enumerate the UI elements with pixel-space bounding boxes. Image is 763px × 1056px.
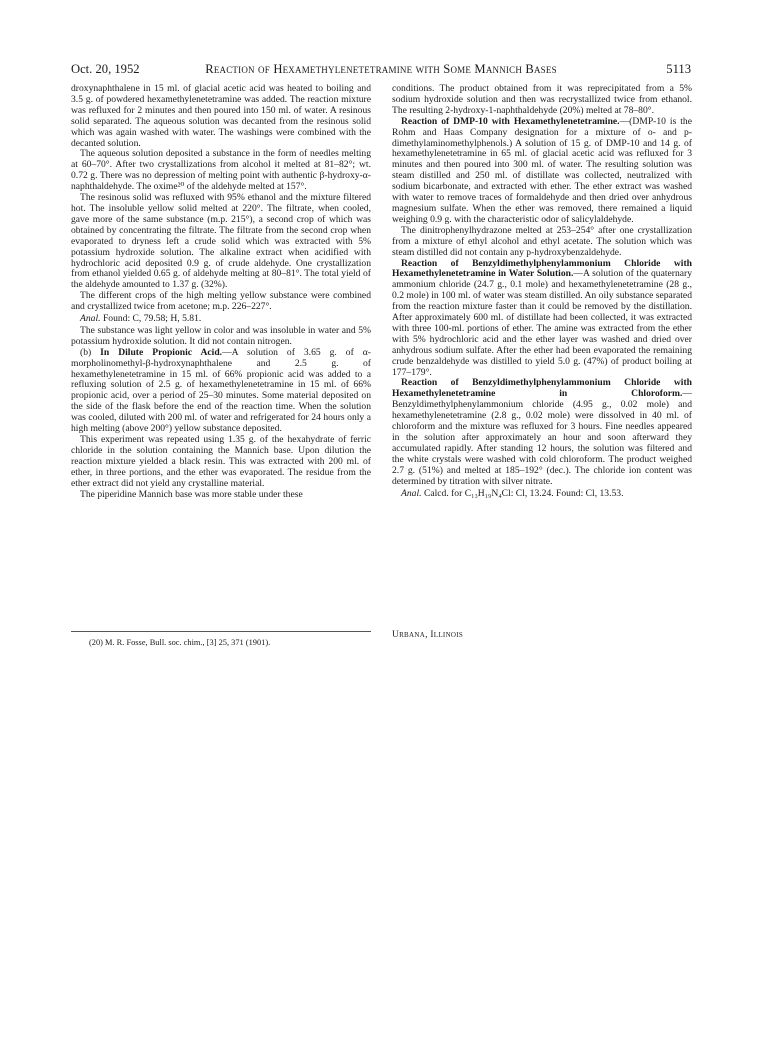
section-heading: Reaction of Benzyldimethylphenylammonium Chloride with Hexamethylenetetramine in Chloroform.: [392, 377, 692, 400]
paragraph: The aqueous solution deposited a substance in the form of needles melting at 60–70°. After two crystallizations from alcohol it melted at 81–82°; wt. 0.72 g. There was no depression of melting point with authentic β-hydroxy-α-naphthaldehyde. The oxime²⁰ of the aldehyde melted at 157°.: [71, 148, 371, 193]
section-prefix: (b): [80, 346, 92, 358]
paragraph: The resinous solid was refluxed with 95% ethanol and the mixture filtered hot. The insoluble yellow solid melted at 220°. The filtrate, when cooled, gave more of the same substance (m.p. 215°), a second crop of which was obtained by concentrating the filtrate. The filtrate from the second crop when evaporated to dryness left a crude solid which was extracted with 5% potassium hydroxide solution. The alkaline extract when acidified with hydrochloric acid deposited 0.9 g. of crude aldehyde. One crystallization from ethanol yielded 0.65 g. of aldehyde melting at 80–81°. The total yield of the aldehyde amounted to 1.37 g. (32%).: [71, 192, 371, 291]
anal-label: Anal.: [80, 313, 101, 325]
paragraph: This experiment was repeated using 1.35 g. of the hexahydrate of ferric chloride in the solution containing the Mannich base. Upon dilution the reaction mixture yielded a black resin. This was extracted with 200 ml. of ether, in three portions, and the ether was evaporated. The residue from the ether extract did not yield any crystalline material.: [71, 434, 371, 489]
section-heading: Reaction of DMP-10 with Hexamethylenetetramine.: [401, 115, 620, 127]
header-date: Oct. 20, 1952: [71, 62, 140, 76]
author-location: Urbana, Illinois: [392, 630, 464, 640]
paragraph: droxynaphthalene in 15 ml. of glacial acetic acid was heated to boiling and 3.5 g. of powdered hexamethylenetetramine was added. The reaction mixture was refluxed for 2 minutes and then poured into 150 ml. of water. A resinous solid separated. The aqueous solution was decanted from the resinous solid which was again washed with water. The washings were combined with the decanted solution.: [71, 83, 371, 149]
section-heading: In Dilute Propionic Acid.: [100, 346, 223, 358]
section-body: —Benzyldimethylphenylammonium chloride (4.95 g., 0.02 mole) and hexamethylenetetramine (2.8 g., 0.02 mole) were dissolved in 40 ml. of chloroform and the mixture was refluxed for 3 hours. Fine needles appeared in the solution after approximately an hour and soon afterward they accumulated rapidly. After standing 12 hours, the solution was filtered and the white crystals were washed with cold chloroform. The product weighed 2.7 g. (51%) and melted at 185–192° (dec.). The chloride ion content was determined by titration with silver nitrate.: [392, 388, 692, 487]
section-paragraph: [392, 117, 692, 226]
section-body: —A solution of the quaternary ammonium chloride (24.7 g., 0.1 mole) and hexamethylenetetramine (28 g., 0.2 mole) in 100 ml. of water was steam distilled. An oily substance separated from the reaction mixture faster than it could be removed by the distillation. After approximately 600 ml. of distillate had been collected, it was extracted with three 100-ml. portions of ether. The amine was extracted from the ether with 5% hydrochloric acid and the ether layer was washed and dried over anhydrous sodium sulfate. After the ether had been evaporated the remaining crude benzaldehyde was distilled to yield 5.0 g. (47%) of product boiling at 177–179°.: [392, 268, 693, 378]
running-header: [71, 62, 691, 78]
anal-result: Found: C, 79.58; H, 5.81.: [102, 313, 202, 325]
right-column: [392, 84, 692, 499]
paragraph: conditions. The product obtained from it was reprecipitated from a 5% sodium hydroxide solution and then was recrystallized twice from ethanol. The resulting 2-hydroxy-1-naphthaldehyde (20%) melted at 78–80°.: [392, 83, 692, 116]
anal-result: Calcd. for C₁₃H₁₉N₄Cl: Cl, 13.24. Found: Cl, 13.53.: [423, 487, 624, 499]
section-heading: Reaction of Benzyldimethylphenylammonium Chloride with Hexamethylenetetramine in Water Solution.: [392, 257, 692, 280]
page-number: 5113: [666, 62, 691, 76]
section-paragraph: [392, 378, 692, 487]
header-title: Reaction of Hexamethylenetetramine with Some Mannich Bases: [205, 62, 557, 76]
footnote-text: (20) M. R. Fosse, Bull. soc. chim., [3] 25, 371 (1901).: [89, 638, 271, 647]
section-body: —A solution of 3.65 g. of α-morpholinomethyl-β-hydroxynaphthalene and 2.5 g. of hexamethylenetetramine in 15 ml. of 66% propionic acid was added to a refluxing solution of 2.5 g. of hexamethylenetetramine in 15 ml. of 66% propionic acid, over a period of 25–30 minutes. Some material deposited on the side of the flask before the end of the reaction time. When the solution was cooled, diluted with 200 ml. of water and refrigerated for 24 hours only a high melting (above 200°) yellow substance deposited.: [71, 346, 371, 435]
paragraph: The substance was light yellow in color and was insoluble in water and 5% potassium hydroxide solution. It did not contain nitrogen.: [71, 324, 371, 347]
section-paragraph: [392, 259, 692, 379]
section-paragraph: [71, 348, 371, 435]
anal-label: Anal.: [401, 487, 422, 499]
section-body: —(DMP-10 is the Rohm and Haas Company designation for a mixture of o- and p-dimethylaminomethylphenols.) A solution of 15 g. of DMP-10 and 14 g. of hexamethylenetetramine in 65 ml. of glacial acetic acid was refluxed for 3 minutes and then poured into 300 ml. of water. The resulting solution was steam distilled and 250 ml. of distillate was collected, neutralized with sodium bicarbonate, and extracted with ether. The ether extract was washed with water to remove traces of formaldehyde and then dried over anhydrous magnesium sulfate. When the ether was removed, there remained a liquid weighing 0.9 g. with the characteristic odor of salicylaldehyde.: [392, 115, 692, 225]
paragraph: The piperidine Mannich base was more stable under these: [80, 488, 303, 500]
analysis-line: [392, 489, 692, 500]
paragraph: The different crops of the high melting yellow substance were combined and crystallized twice from acetone; m.p. 226–227°.: [71, 290, 371, 313]
left-column: [71, 84, 371, 500]
analysis-line: [71, 314, 371, 325]
paragraph: The dinitrophenylhydrazone melted at 253–254° after one crystallization from a mixture of ethyl alcohol and ethyl acetate. The solution which was steam distilled did not contain any p-hydroxybenzaldehyde.: [392, 224, 692, 258]
footnote: [71, 631, 371, 648]
